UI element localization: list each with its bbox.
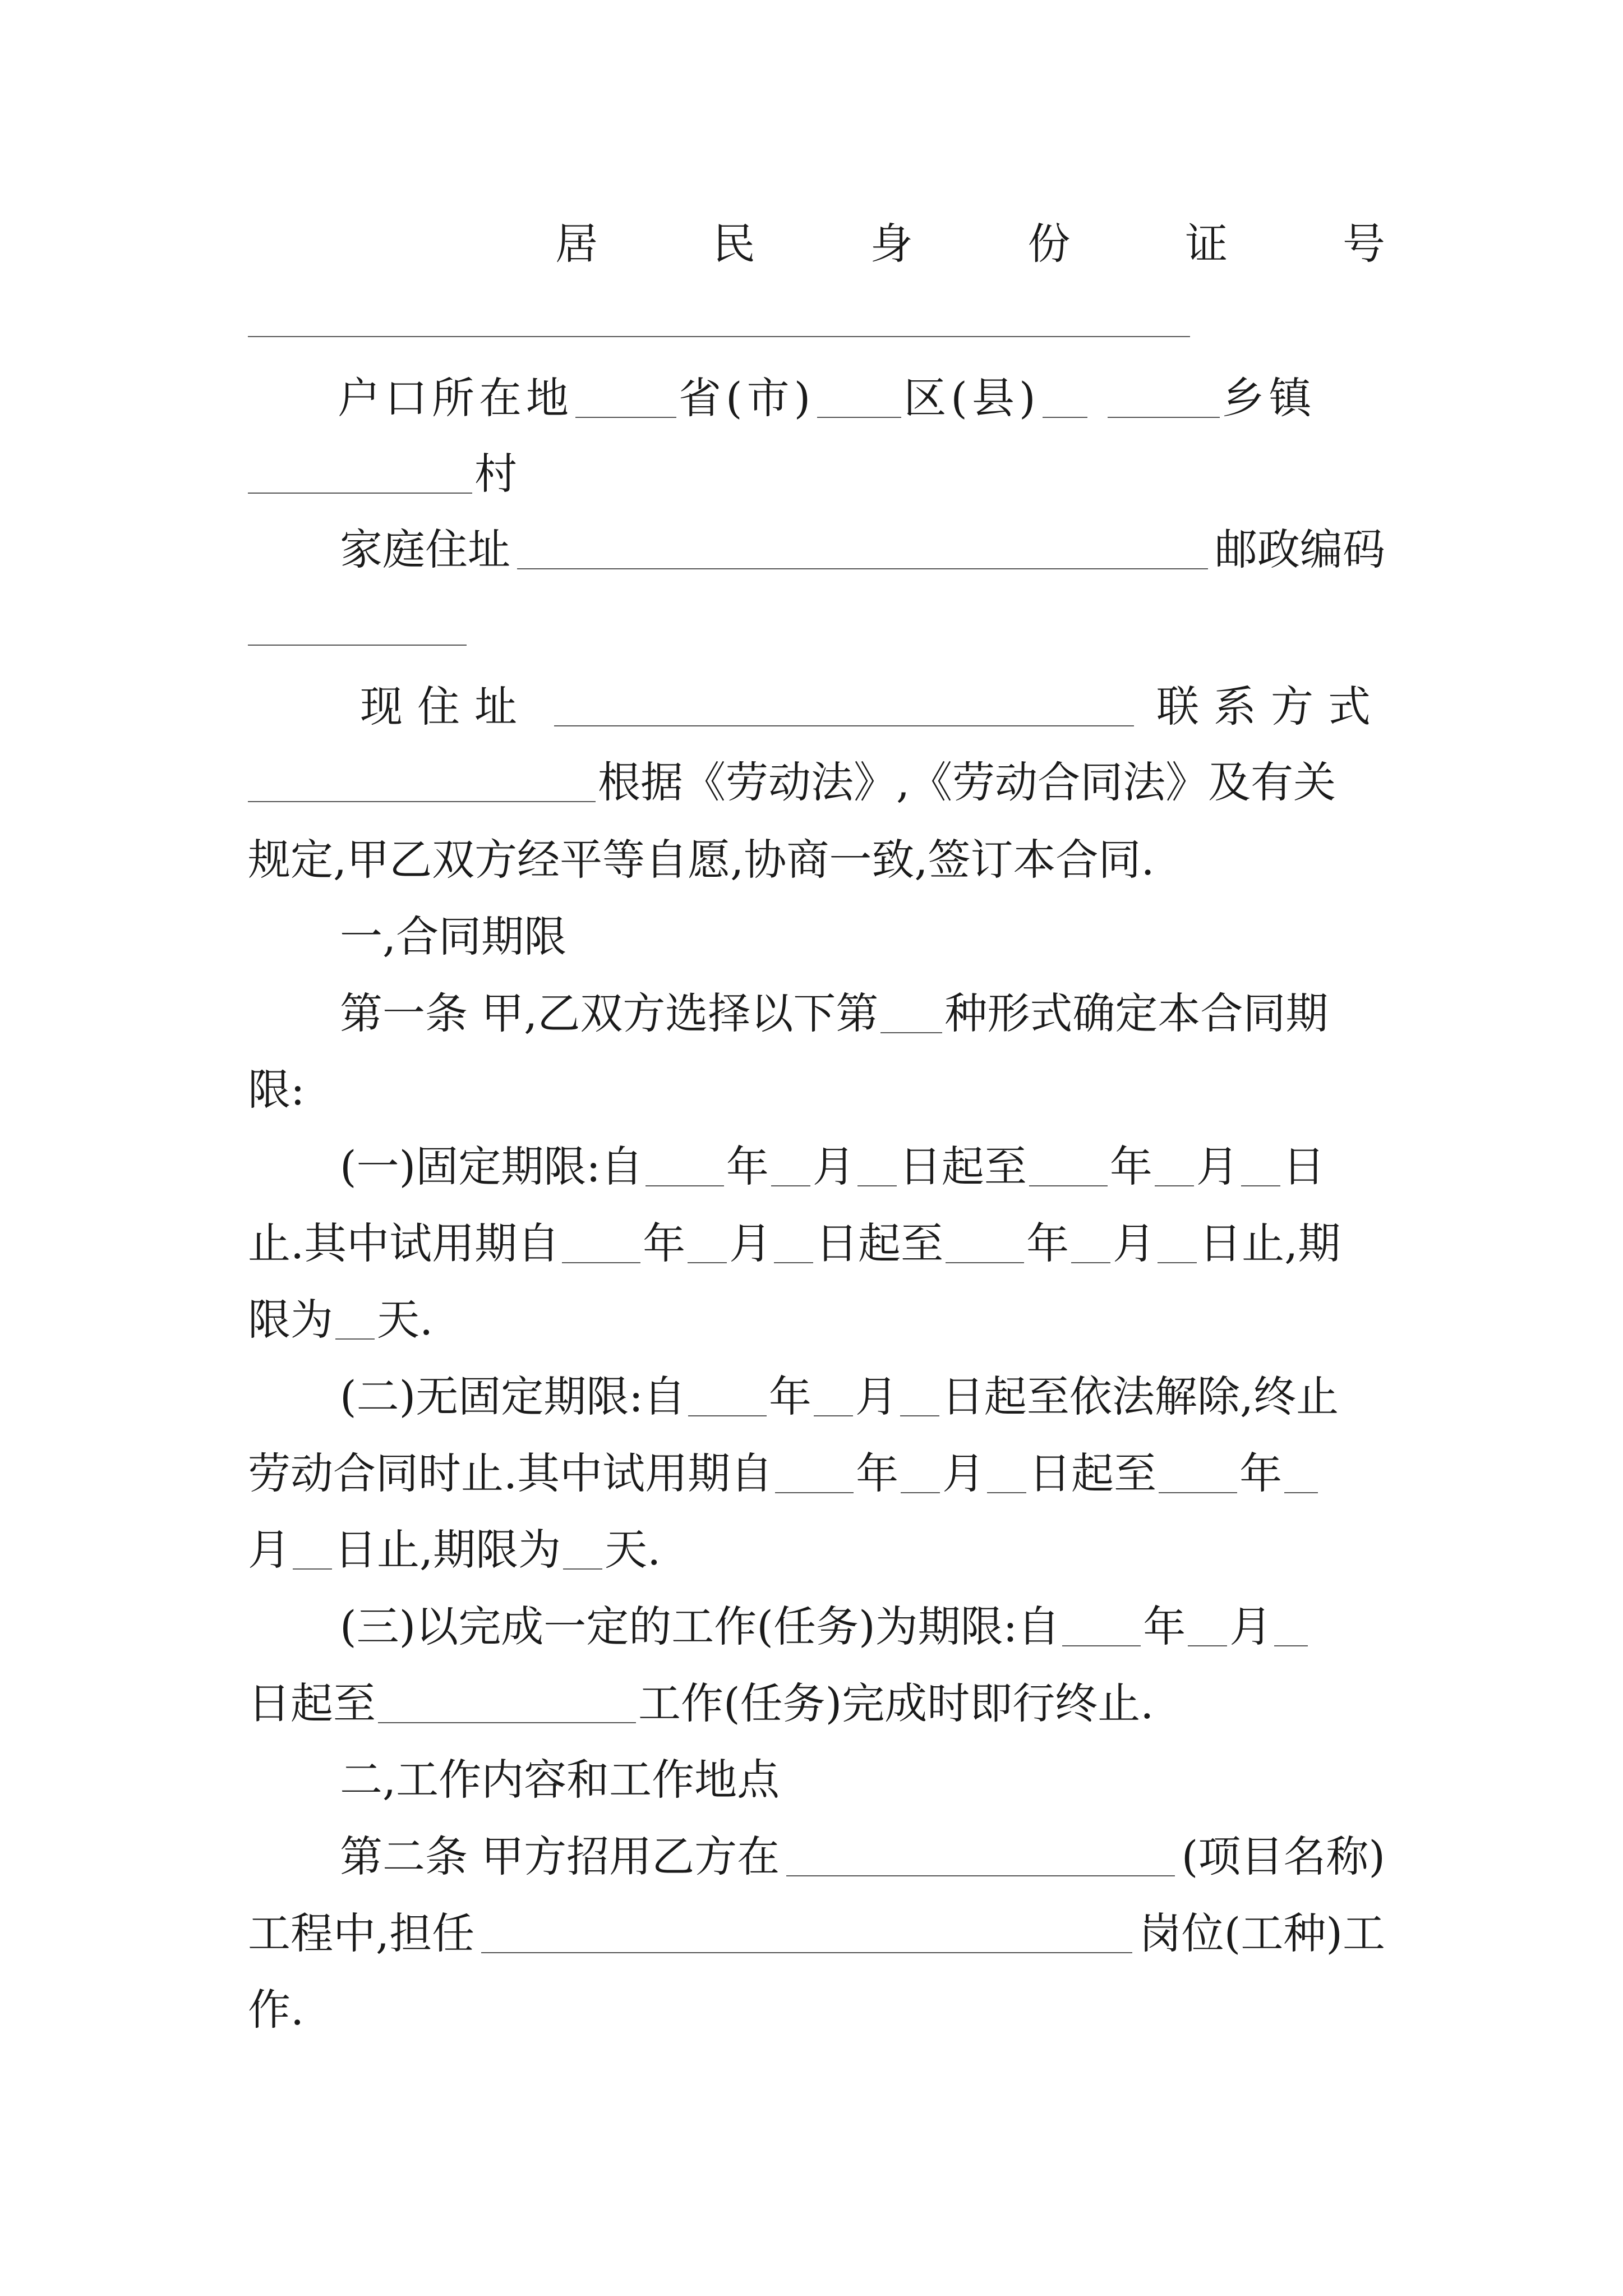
- id-char: 身: [870, 219, 913, 269]
- open-probation-start-day-blank[interactable]: [987, 1454, 1026, 1493]
- hukou-label: 户口所在地: [338, 373, 573, 423]
- home-address-row: [248, 513, 1385, 586]
- town-blank[interactable]: [1108, 379, 1220, 418]
- task-term-row: [248, 1590, 1385, 1663]
- year-label: 年: [856, 1448, 899, 1498]
- open-start-month-blank[interactable]: [814, 1377, 853, 1416]
- open-probation-start-month-blank[interactable]: [901, 1454, 940, 1493]
- task-start-month-blank[interactable]: [1188, 1607, 1227, 1646]
- month-label: 月: [1113, 1218, 1156, 1268]
- open-start-year-blank[interactable]: [688, 1377, 767, 1416]
- probation-label: 其中试用期自: [304, 1218, 560, 1268]
- position-blank[interactable]: [481, 1914, 1132, 1953]
- district-blank[interactable]: [1043, 379, 1087, 418]
- probation-start-year-blank[interactable]: [562, 1224, 640, 1263]
- month-label: 月: [855, 1372, 898, 1421]
- id-char: 民: [712, 219, 755, 269]
- open-term-label: (二)无固定期限:自: [340, 1372, 686, 1421]
- article-2-text-b: (项目名称): [1181, 1832, 1385, 1881]
- id-number-row: [555, 208, 1385, 280]
- contact-label: 联系方式: [1156, 682, 1385, 731]
- task-term-label: (三)以完成一定的工作(任务)为期限:自: [340, 1602, 1061, 1651]
- open-probation-end-month-blank[interactable]: [1284, 1454, 1318, 1493]
- id-char: 居: [555, 219, 598, 269]
- article-2-text-e: 作.: [248, 1985, 305, 2035]
- open-days-blank[interactable]: [563, 1530, 602, 1570]
- fixed-term-row: [248, 1130, 1385, 1203]
- basis-row: [248, 746, 1385, 819]
- postcode-label: 邮政编码: [1215, 524, 1385, 574]
- probation-end-month-blank[interactable]: [1071, 1224, 1110, 1263]
- day-from-label: 日起至: [1029, 1448, 1157, 1498]
- section-1-title-row: [248, 900, 1385, 973]
- village-blank[interactable]: [248, 454, 472, 494]
- id-number-blank[interactable]: [248, 298, 1190, 337]
- fixed-end-day-blank[interactable]: [1241, 1147, 1280, 1186]
- section-2-title: 二,工作内容和工作地点: [340, 1755, 780, 1805]
- district-label: 区(县): [903, 373, 1040, 423]
- fixed-start-year-blank[interactable]: [645, 1147, 724, 1186]
- year-label: 年: [1239, 1448, 1283, 1498]
- day-stop-label: 日止,: [1199, 1218, 1298, 1268]
- days-label: 天.: [377, 1295, 434, 1345]
- year-label: 年: [643, 1218, 686, 1268]
- open-line-3: 日止,期限为: [334, 1525, 561, 1575]
- section-1-title: 一,合同期限: [340, 912, 567, 961]
- task-start-day-blank[interactable]: [1274, 1607, 1308, 1646]
- fixed-start-month-blank[interactable]: [771, 1147, 810, 1186]
- probation-start-day-blank[interactable]: [774, 1224, 813, 1263]
- postcode-blank-row: [248, 595, 1385, 668]
- year-label: 年: [1109, 1142, 1152, 1191]
- hukou-row: [248, 362, 1385, 435]
- task-end-blank[interactable]: [378, 1684, 636, 1723]
- basis-end-row: [248, 823, 1385, 896]
- task-end-row: [248, 1667, 1385, 1740]
- fixed-start-day-blank[interactable]: [857, 1147, 897, 1186]
- year-label: 年: [726, 1142, 769, 1191]
- article-2-row: [248, 1820, 1385, 1893]
- fixed-days-row: [248, 1283, 1385, 1356]
- form-choice-blank[interactable]: [880, 994, 942, 1033]
- id-number-blank-row: [248, 286, 1385, 359]
- open-probation-end-day-blank[interactable]: [293, 1530, 332, 1570]
- home-address-label: 家庭住址: [340, 524, 510, 574]
- basis-text-end: 规定,甲乙双方经平等自愿,协商一致,签订本合同.: [248, 835, 1155, 885]
- article-2-text-d: 岗位(工种)工: [1138, 1908, 1385, 1958]
- id-char: 份: [1027, 219, 1071, 269]
- fixed-term-label: (一)固定期限:自: [340, 1142, 643, 1191]
- article-1-text-b: 种形式确定本合同期: [944, 988, 1329, 1038]
- open-probation-row: [248, 1437, 1385, 1510]
- probation-end-day-blank[interactable]: [1158, 1224, 1197, 1263]
- article-2-text-a: 第二条 甲方招用乙方在: [340, 1832, 780, 1881]
- basis-text-start: 根据《劳动法》,《劳动合同法》及有关: [598, 757, 1336, 807]
- fixed-probation-row: [248, 1207, 1385, 1280]
- year-label: 年: [1026, 1218, 1069, 1268]
- year-label: 年: [768, 1372, 811, 1421]
- task-line-2-b: 工作(任务)完成时即行终止.: [638, 1678, 1154, 1728]
- article-1-text-a: 第一条 甲,乙双方选择以下第: [340, 988, 879, 1038]
- month-label: 月: [942, 1448, 985, 1498]
- village-label: 村: [474, 449, 517, 499]
- article-2-text-c: 工程中,担任: [248, 1908, 475, 1958]
- town-label: 乡镇: [1221, 373, 1316, 423]
- article-2-cont-row: [248, 1897, 1385, 1970]
- article-1-cont-row: [248, 1053, 1385, 1126]
- open-days-row: [248, 1513, 1385, 1586]
- probation-end-year-blank[interactable]: [946, 1224, 1024, 1263]
- day-label: 日: [1282, 1142, 1325, 1191]
- contact-blank[interactable]: [248, 763, 596, 802]
- period-label-2: 限为: [248, 1295, 333, 1345]
- postcode-blank[interactable]: [248, 606, 467, 646]
- section-2-title-row: [248, 1743, 1385, 1816]
- days-label: 天.: [605, 1525, 661, 1575]
- month-label: 月: [248, 1525, 291, 1575]
- probation-start-month-blank[interactable]: [688, 1224, 727, 1263]
- open-probation-start-year-blank[interactable]: [775, 1454, 854, 1493]
- article-2-end-row: [248, 1973, 1385, 2046]
- month-label: 月: [1196, 1142, 1239, 1191]
- month-label: 月: [1229, 1602, 1272, 1651]
- current-address-row: [248, 670, 1385, 743]
- day-from-label: 日起至: [898, 1142, 1027, 1191]
- task-line-2-a: 日起至: [248, 1678, 376, 1728]
- year-label: 年: [1143, 1602, 1186, 1651]
- day-from-label: 日起至: [815, 1218, 944, 1268]
- home-address-blank[interactable]: [517, 530, 1208, 569]
- province-blank[interactable]: [575, 379, 676, 418]
- article-1-text-c: 限:: [248, 1065, 305, 1115]
- open-line-2: 劳动合同时止.其中试用期自: [248, 1448, 773, 1498]
- open-probation-end-year-blank[interactable]: [1159, 1454, 1237, 1493]
- current-address-label: 现住址: [360, 682, 532, 731]
- project-name-blank[interactable]: [786, 1837, 1175, 1876]
- stop-label: 止.: [248, 1218, 305, 1268]
- village-row: [248, 438, 1385, 510]
- fixed-end-year-blank[interactable]: [1029, 1147, 1108, 1186]
- month-label: 月: [812, 1142, 855, 1191]
- open-term-mid: 日起至依法解除,终止: [941, 1372, 1339, 1421]
- province-label: 省(市): [679, 373, 815, 423]
- id-char: 号: [1342, 219, 1385, 269]
- period-label: 期: [1298, 1218, 1341, 1268]
- month-label: 月: [729, 1218, 772, 1268]
- district-prefix-blank[interactable]: [817, 379, 901, 418]
- fixed-days-blank[interactable]: [335, 1300, 375, 1340]
- article-1-row: [248, 977, 1385, 1050]
- fixed-end-month-blank[interactable]: [1155, 1147, 1194, 1186]
- open-start-day-blank[interactable]: [900, 1377, 939, 1416]
- task-start-year-blank[interactable]: [1062, 1607, 1141, 1646]
- open-term-row: [248, 1360, 1385, 1433]
- current-address-blank[interactable]: [554, 687, 1134, 726]
- id-char: 证: [1185, 219, 1228, 269]
